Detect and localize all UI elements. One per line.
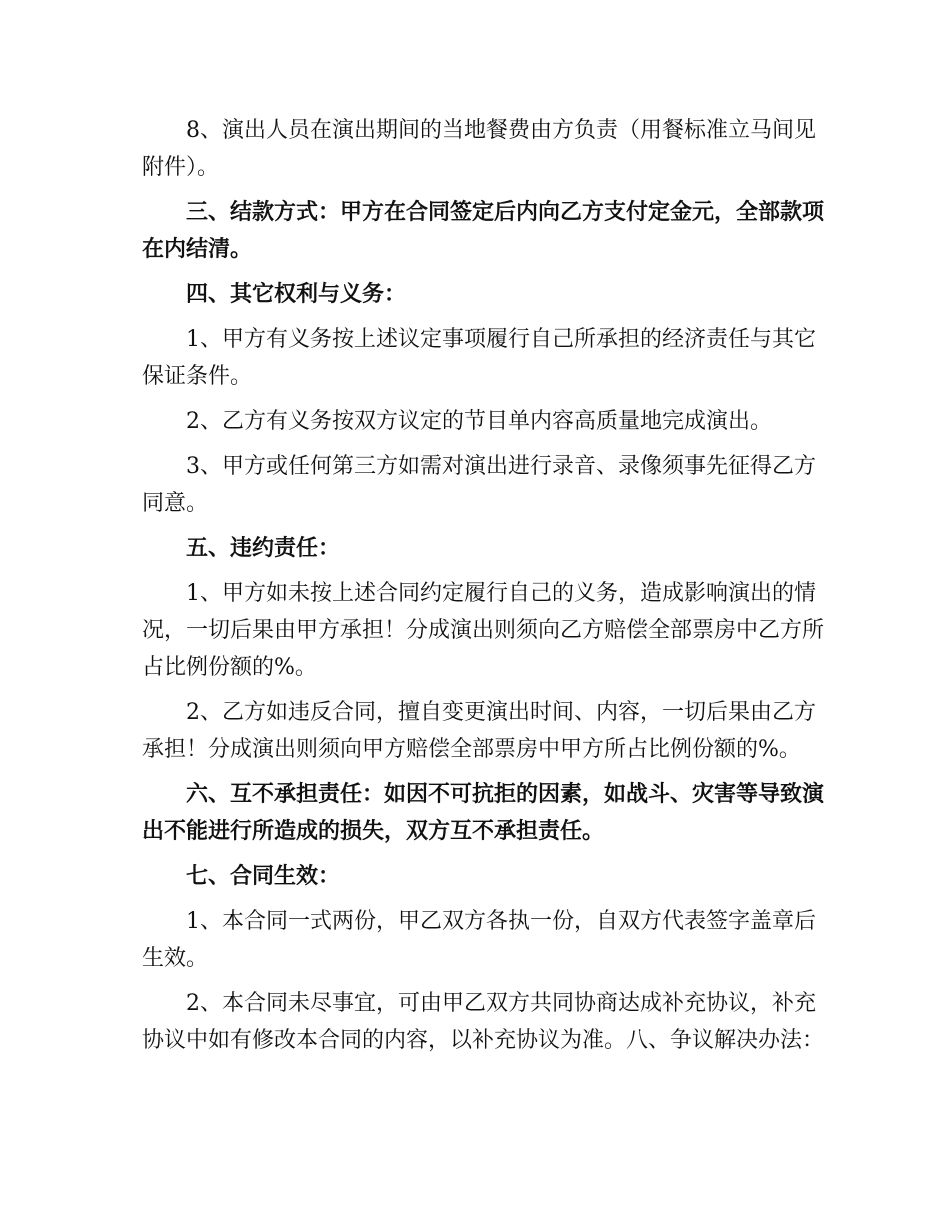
document-body	[142, 112, 832, 1067]
paragraph-clause-8-meals: 8、演出人员在演出期间的当地餐费由方负责（用餐标准立马间见附件）。	[142, 118, 816, 180]
heading-force-majeure: 六、互不承担责任：如因不可抗拒的因素，如战斗、灾害等导致演出不能进行所造成的损失，双方互不承担责任。	[142, 782, 825, 844]
paragraph-rights-1: 1、甲方有义务按上述议定事项履行自己所承担的经济责任与其它保证条件。	[142, 327, 816, 389]
paragraph-rights-2: 2、乙方有义务按双方议定的节目单内容高质量地完成演出。	[186, 409, 772, 434]
heading-contract-effect: 七、合同生效：	[186, 864, 341, 889]
heading-rights-obligations: 四、其它权利与义务：	[186, 282, 407, 307]
paragraph-effect-2: 2、本合同未尽事宜，可由甲乙双方共同协商达成补充协议，补充协议中如有修改本合同的内容，以补充协议为准。八、争议解决办法：	[142, 991, 825, 1053]
paragraph-rights-3: 3、甲方或任何第三方如需对演出进行录音、录像须事先征得乙方同意。	[142, 454, 816, 516]
paragraph-effect-1: 1、本合同一式两份，甲乙双方各执一份，自双方代表签字盖章后生效。	[142, 909, 816, 971]
paragraph-breach-1: 1、甲方如未按上述合同约定履行自己的义务，造成影响演出的情况，一切后果由甲方承担！分成演出则须向乙方赔偿全部票房中乙方所占比例份额的%。	[142, 581, 825, 680]
heading-breach-liability: 五、违约责任：	[186, 536, 341, 561]
heading-payment-method: 三、结款方式：甲方在合同签定后内向乙方支付定金元，全部款项在内结清。	[142, 200, 825, 262]
paragraph-breach-2: 2、乙方如违反合同，擅自变更演出时间、内容，一切后果由乙方承担！分成演出则须向甲方赔偿全部票房中甲方所占比例份额的%。	[142, 700, 816, 762]
